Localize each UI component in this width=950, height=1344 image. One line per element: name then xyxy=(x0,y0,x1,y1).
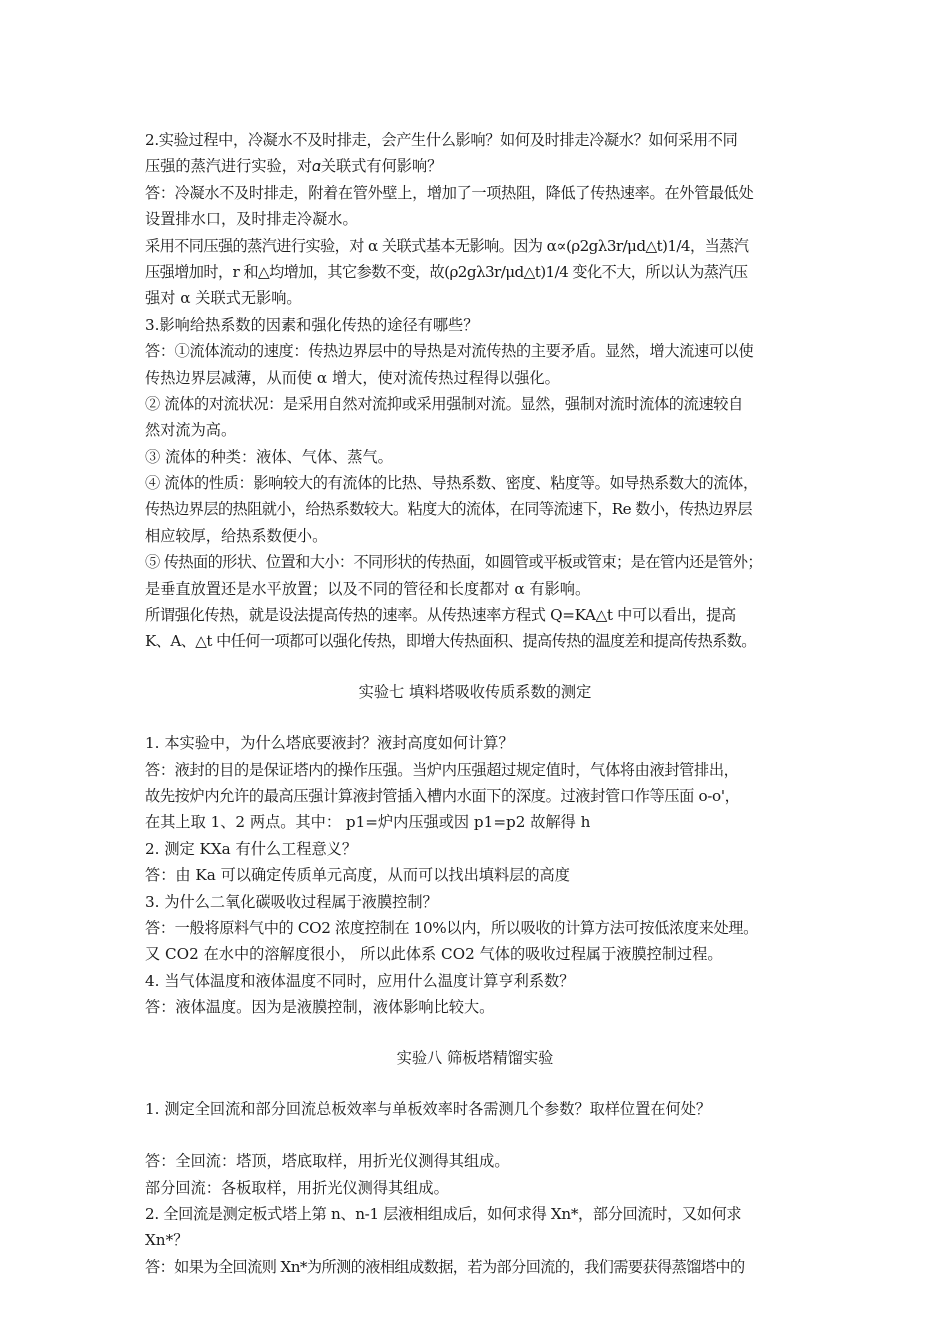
answer-6-2-line-5: 强对 α 关联式无影响。 xyxy=(145,289,302,308)
spacer xyxy=(145,1021,825,1045)
answer-6-3-line-7: 传热边界层的热阻就小，给热系数较大。粘度大的流体，在同等流速下，Re 数小，传热边界层 xyxy=(145,500,752,519)
answer-7-1-line-2: 故先按炉内允许的最高压强计算液封管插入槽内水面下的深度。过液封管口作等压面 o-o'， xyxy=(145,786,740,805)
answer-6-3-line-11: 所谓强化传热，就是设法提高传热的速率。从传热速率方程式 Q=KA△t 中可以看出，提高 xyxy=(145,606,736,625)
answer-8-1-line-1: 答：全回流：塔顶，塔底取样，用折光仪测得其组成。 xyxy=(145,1152,510,1171)
answer-6-3-line-2: 传热边界层减薄，从而使 α 增大，使对流传热过程得以强化。 xyxy=(145,368,560,387)
question-6-2-line-1: 2.实验过程中，冷凝水不及时排走，会产生什么影响？如何及时排走冷凝水？如何采用不同 xyxy=(145,131,738,149)
answer-6-2-line-4: 压强增加时，r 和△均增加，其它参数不变，故(ρ2gλ3r/μd△t)1/4 变化不大，所以认为蒸汽压 xyxy=(145,262,748,281)
answer-8-2-line-1: 答：如果为全回流则 Xn*为所测的液相组成数据，若为部分回流的，我们需要获得蒸馏塔中的 xyxy=(145,1257,745,1276)
answer-7-4: 答：液体温度。因为是液膜控制，液体影响比较大。 xyxy=(145,998,495,1017)
question-6-2-line-2: 压强的蒸汽进行实验，对𝛼关联式有何影响？ xyxy=(145,157,443,176)
answer-6-3-line-10: 是垂直放置还是水平放置；以及不同的管径和长度都对 α 有影响。 xyxy=(145,579,591,598)
answer-8-1-line-2: 部分回流：各板取样，用折光仪测得其组成。 xyxy=(145,1178,449,1197)
answer-7-1-line-1: 答：液封的目的是保证塔内的操作压强。当炉内压强超过规定值时，气体将由液封管排出， xyxy=(145,760,739,779)
answer-7-1-line-3: 在其上取 1、2 两点。其中： p1=炉内压强或因 p1=p2 故解得 h xyxy=(145,813,591,832)
answer-6-3-line-9: ⑤ 传热面的形状、位置和大小：不同形状的传热面，如圆管或平板或管束；是在管内还是管外； xyxy=(145,553,762,572)
answer-7-3-line-2: 又 CO2 在水中的溶解度很小， 所以此体系 CO2 气体的吸收过程属于液膜控制过程。 xyxy=(145,945,723,964)
section-7-title: 实验七 填料塔吸收传质系数的测定 xyxy=(358,682,592,701)
answer-6-3-line-3: ② 流体的对流状况：是采用自然对流抑或采用强制对流。显然，强制对流时流体的流速较自 xyxy=(145,394,743,413)
question-7-2: 2. 测定 KXa 有什么工程意义？ xyxy=(145,839,358,858)
document-page xyxy=(145,116,825,1280)
answer-6-2-line-2: 设置排水口，及时排走冷凝水。 xyxy=(145,210,358,229)
question-7-3: 3. 为什么二氧化碳吸收过程属于液膜控制？ xyxy=(145,892,438,911)
answer-6-3-line-1: 答：①流体流动的速度：传热边界层中的导热是对流传热的主要矛盾。显然，增大流速可以使 xyxy=(145,342,754,361)
question-7-1: 1. 本实验中，为什么塔底要液封？液封高度如何计算？ xyxy=(145,734,514,753)
spacer xyxy=(145,655,825,679)
answer-7-2: 答：由 Ka 可以确定传质单元高度，从而可以找出填料层的高度 xyxy=(145,866,570,885)
answer-6-2-line-1: 答：冷凝水不及时排走，附着在管外壁上，增加了一项热阻，降低了传热速率。在外管最低处 xyxy=(145,183,754,202)
question-7-4: 4. 当气体温度和液体温度不同时，应用什么温度计算亨利系数？ xyxy=(145,971,575,990)
question-8-1: 1. 测定全回流和部分回流总板效率与单板效率时各需测几个参数？取样位置在何处？ xyxy=(145,1099,712,1118)
question-8-2-line-1: 2. 全回流是测定板式塔上第 n、n-1 层液相组成后，如何求得 Xn*，部分回流时，又如何求 xyxy=(145,1205,742,1224)
section-8-title: 实验八 筛板塔精馏实验 xyxy=(396,1048,554,1067)
answer-6-3-line-6: ④ 流体的性质：影响较大的有流体的比热、导热系数、密度、粘度等。如导热系数大的流体， xyxy=(145,474,758,493)
spacer xyxy=(145,1071,825,1096)
question-8-2-line-2: Xn*？ xyxy=(145,1231,189,1250)
answer-6-3-line-12: K、A、△t 中任何一项都可以强化传热，即增大传热面积、提高传热的温度差和提高传热系数。 xyxy=(145,632,756,651)
answer-6-3-line-5: ③ 流体的种类：液体、气体、蒸气。 xyxy=(145,447,393,466)
answer-6-3-line-8: 相应较厚，给热系数便小。 xyxy=(145,526,328,545)
spacer xyxy=(145,705,825,730)
answer-6-2-line-3: 采用不同压强的蒸汽进行实验，对 α 关联式基本无影响。因为 α∝(ρ2gλ3r/μd△t)1/4，当蒸汽 xyxy=(145,236,749,255)
question-6-3: 3.影响给热系数的因素和强化传热的途径有哪些？ xyxy=(145,315,479,334)
spacer xyxy=(145,116,825,127)
answer-7-3-line-1: 答：一般将原料气中的 CO2 浓度控制在 10%以内，所以吸收的计算方法可按低浓度来处理。 xyxy=(145,918,758,937)
spacer xyxy=(145,1122,825,1148)
answer-6-3-line-4: 然对流为高。 xyxy=(145,421,237,440)
